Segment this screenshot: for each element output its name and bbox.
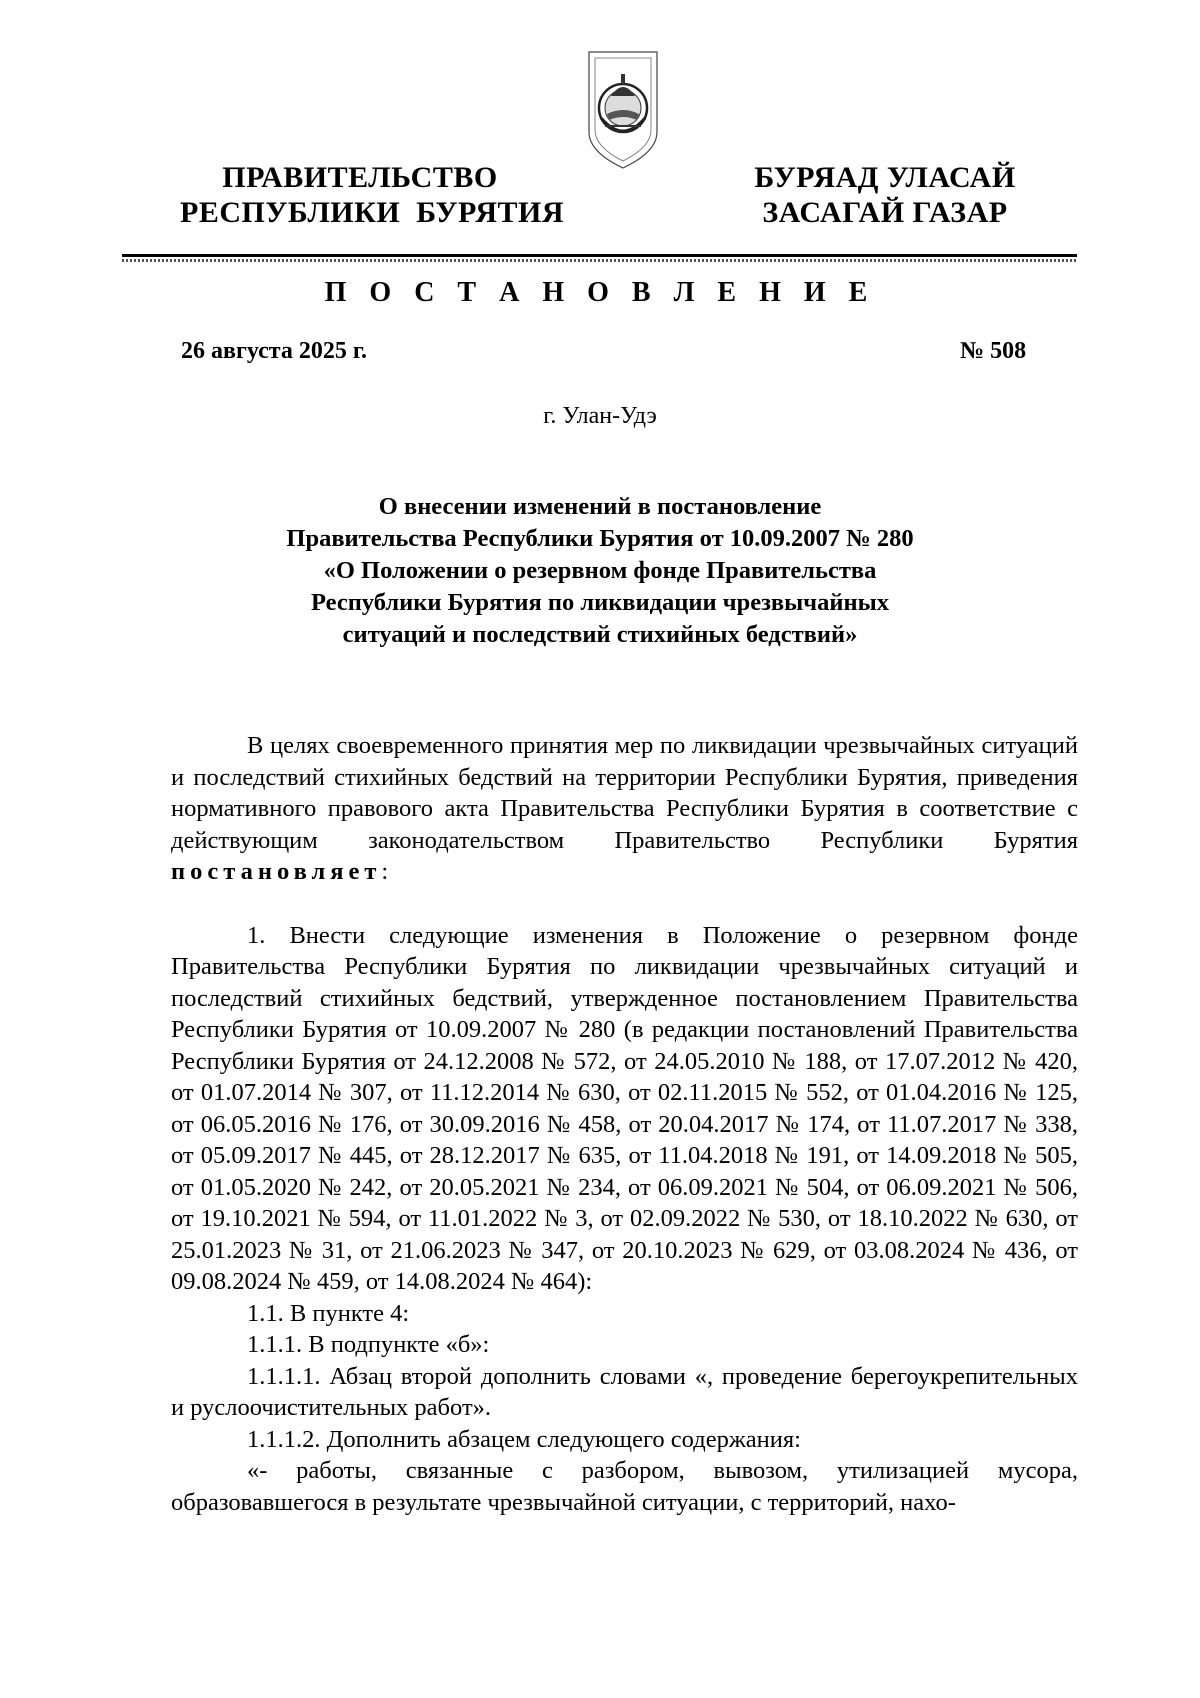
- subject-line: «О Положении о резервном фонде Правительства: [323, 557, 877, 584]
- header-right-line2: ЗАСАГАЙ ГАЗАР: [762, 196, 1008, 229]
- clause-1-1: 1.1. В пункте 4:: [247, 1299, 410, 1327]
- header-left-line2: РЕСПУБЛИКИ БУРЯТИЯ: [180, 196, 565, 229]
- clause-1: 1. Внести следующие изменения в Положение о резервном фонде Правительства Республики Бурятия по ликвидации чрезвычайных ситуаций и последствий стихийных бедствий, утвержденное постановлением Правительства Республики Бурятия от 10.09.2007 № 280 (в редакции постановлений Правительства Республики Бурятия от 24.12.2008 № 572, от 24.05.2010 № 188, от 17.07.2012 № 420, от 01.07.2014 № 307, от 11.12.2014 № 630, от 02.11.2015 № 552, от 01.04.2016 № 125, от 06.05.2016 № 176, от 30.09.2016 № 458, от 20.04.2017 № 174, от 11.07.2017 № 338, от 05.09.2017 № 445, от 28.12.2017 № 635, от 11.04.2018 № 191, от 14.09.2018 № 505, от 01.05.2020 № 242, от 20.05.2021 № 234, от 06.09.2021 № 504, от 06.09.2021 № 506, от 19.10.2021 № 594, от 11.01.2022 № 3, от 02.09.2022 № 530, от 18.10.2022 № 630, от 25.01.2023 № 31, от 21.06.2023 № 347, от 20.10.2023 № 629, от 03.08.2024 № 436, от 09.08.2024 № 459, от 14.08.2024 № 464):: [171, 921, 1078, 1295]
- document-city: г. Улан-Удэ: [543, 403, 657, 429]
- decree-word: постановляет: [171, 858, 382, 885]
- document-number: № 508: [960, 338, 1027, 364]
- subject-line: Правительства Республики Бурятия от 10.09.2007 № 280: [286, 525, 914, 552]
- document-date: 26 августа 2025 г.: [181, 338, 368, 364]
- document-body: [171, 730, 1078, 1518]
- quoted-addition: «- работы, связанные с разбором, вывозом, утилизацией мусора, образовавшегося в результате чрезвычайной ситуации, с территорий, нахо-: [171, 1457, 1078, 1516]
- government-name-russian: [180, 160, 565, 230]
- header-divider: [122, 254, 1077, 264]
- government-name-buryat: [735, 160, 1035, 230]
- clause-1-1-1-2: 1.1.1.2. Дополнить абзацем следующего содержания:: [247, 1425, 801, 1453]
- subject-line: ситуаций и последствий стихийных бедствий»: [342, 621, 858, 648]
- document-type-title: П О С Т А Н О В Л Е Н И Е: [324, 277, 876, 308]
- subject-line: О внесении изменений в постановление: [378, 493, 822, 520]
- clause-1-1-1-1: 1.1.1.1. Абзац второй дополнить словами «, проведение берегоукрепительных и руслоочистительных работ».: [171, 1362, 1078, 1421]
- buryatia-coat-of-arms-icon: [583, 48, 663, 172]
- header-right-line1: БУРЯАД УЛАСАЙ: [754, 161, 1016, 194]
- clause-1-1-1: 1.1.1. В подпункте «б»:: [247, 1331, 490, 1358]
- subject-line: Республики Бурятия по ликвидации чрезвычайных: [311, 589, 889, 616]
- document-subject: [150, 491, 1050, 651]
- preamble-end: :: [381, 858, 389, 885]
- header-left-line1: ПРАВИТЕЛЬСТВО: [222, 161, 498, 194]
- preamble-paragraph: [171, 730, 1078, 888]
- preamble-text: В целях своевременного принятия мер по ликвидации чрезвычайных ситуаций и последствий стихийных бедствий на территории Республики Бурятия, приведения нормативного правового акта Правительства Республики Бурятия в соответствие с действующим законодательством Правительство Республики Бурятия: [171, 732, 1078, 854]
